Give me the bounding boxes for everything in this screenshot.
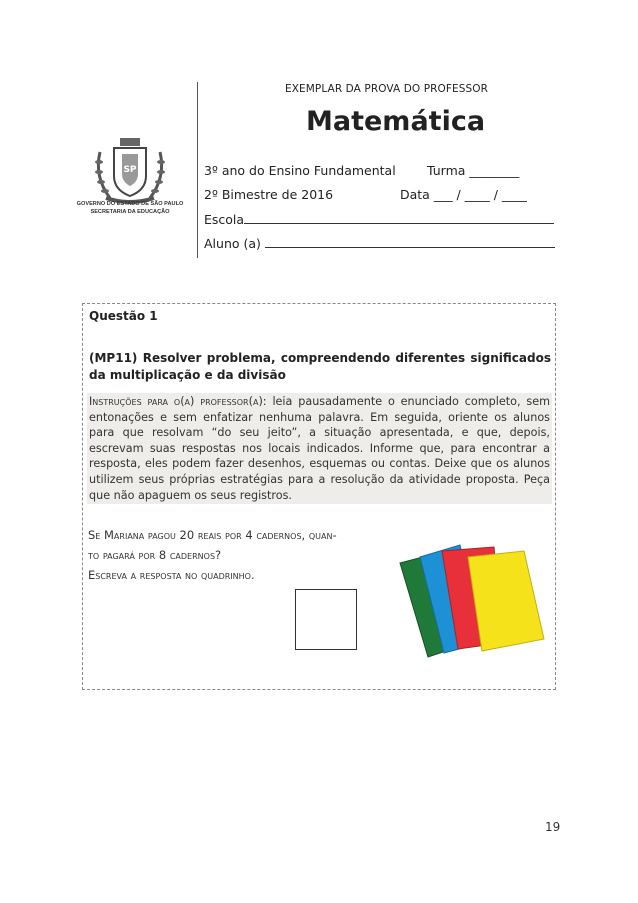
notebooks-illustration bbox=[398, 543, 550, 661]
page-number: 19 bbox=[545, 820, 561, 834]
teacher-instructions bbox=[87, 393, 552, 504]
logo-caption bbox=[70, 200, 190, 216]
date-field[interactable]: Data ___ / ____ / ____ bbox=[400, 187, 527, 202]
logo-line-government: GOVERNO DO ESTADO DE SÃO PAULO bbox=[76, 201, 184, 207]
problem-line-2: to pagará por 8 cadernos? bbox=[88, 548, 222, 562]
instructions-text: leia pausadamente o enunciado completo, sem entonações e sem enfatizar nenhuma palavra. Em seguida, oriente os alunos para que resolvam “do seu jeito”, a situação apresentada, e que, depois, escrevam suas respostas nos locais indicados. Informe que, para encontrar a resposta, eles podem fazer desenhos, esquemas ou contas. Deixe que os alunos utilizem seus próprias estratégias para a resolução da atividade proposta. Peça que não apaguem os seus registros. bbox=[89, 395, 550, 502]
school-label: Escola bbox=[204, 212, 245, 227]
class-field[interactable]: Turma ________ bbox=[427, 163, 520, 178]
student-field[interactable] bbox=[204, 235, 555, 251]
term-text: 2º Bimestre de 2016 bbox=[204, 187, 334, 202]
student-blank[interactable] bbox=[265, 235, 555, 248]
skill-description: (MP11) Resolver problema, compreendendo diferentes significados da multiplicação e da divisão bbox=[89, 351, 551, 382]
school-field[interactable] bbox=[204, 211, 554, 227]
instructions-label: Instruções para o(a) professor(a): bbox=[89, 395, 267, 408]
student-label: Aluno (a) bbox=[204, 236, 265, 251]
header-divider bbox=[197, 82, 198, 258]
page-title: Matemática bbox=[306, 106, 486, 137]
question-title: Questão 1 bbox=[89, 309, 158, 323]
exemplar-label: EXEMPLAR DA PROVA DO PROFESSOR bbox=[285, 83, 489, 95]
problem-line-1: Se Mariana pagou 20 reais por 4 cadernos, quan- bbox=[88, 528, 337, 542]
problem-statement bbox=[88, 525, 388, 585]
answer-box[interactable] bbox=[295, 589, 357, 650]
svg-text:SP: SP bbox=[123, 165, 137, 175]
yellow-notebook bbox=[468, 551, 544, 651]
logo-line-secretariat: SECRETARIA DA EDUCAÇÃO bbox=[90, 209, 170, 215]
problem-line-3: Escreva a resposta no quadrinho. bbox=[88, 568, 255, 582]
grade-text: 3º ano do Ensino Fundamental bbox=[204, 163, 396, 178]
school-blank[interactable] bbox=[244, 211, 554, 224]
